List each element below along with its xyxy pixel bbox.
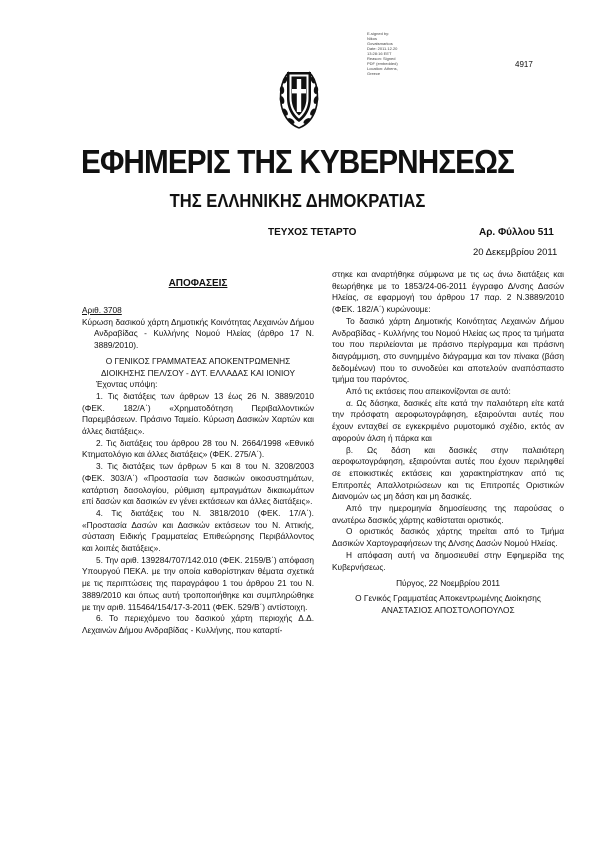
signature-line: Location: Athens, [367, 66, 398, 71]
signature-line: Govatsmarkos [367, 41, 393, 46]
list-item: 5. Την αριθ. 139284/707/142.010 (ΦΕΚ. 2159/Β΄) απόφαση Υπουργού ΠΕΚΑ. με την οποία καθορίστηκαν θέματα σχετικά με τις περιπτώσεις της παραγράφου 1 του άρθρου 21 του Ν. 3889/2010 και όπως αυτή τροποποιήθηκε και συμπληρώθηκε με την αριθ. 115464/154/17-3-2011 (ΦΕΚ. 529/Β΄) αντίστοιχη. [82, 554, 314, 612]
right-column [332, 269, 564, 616]
paragraph: Η απόφαση αυτή να δημοσιευθεί στην Εφημερίδα της Κυβερνήσεως. [332, 549, 564, 572]
issue-date: 20 Δεκεμβρίου 2011 [473, 247, 558, 258]
left-column [82, 269, 314, 637]
signature-line: Greece [367, 71, 381, 76]
paragraph: Το δασικό χάρτη Δημοτικής Κοινότητας Λεχαινών Δήμου Ανδραβίδας - Κυλλήνης του Νομού Ηλείας ως προς τα τμήματα του που περιλείονται με πράσινο περίγραμμα και πράσινη διαγράμμιση, στο συνημμένο διάγραμμα και τον πίνακα (βάση δεδομένων) που το συνοδεύει και αποτελούν αναπόσπαστο τμήμα του παρόντος. [332, 315, 564, 385]
digital-signature-block [367, 31, 477, 76]
considering-line: Έχοντας υπόψη: [96, 379, 158, 390]
list-item: 2. Τις διατάξεις του άρθρου 28 του Ν. 2664/1998 «Εθνικό Κτηματολόγιο και άλλες διατάξεις» (ΦΕΚ. 275/Α΄). [82, 437, 314, 460]
section-heading: ΑΠΟΦΑΣΕΙΣ [168, 278, 228, 289]
paragraph: Από την ημερομηνία δημοσίευσης της παρούσας ο ανωτέρω δασικός χάρτης καθίσταται οριστικός. [332, 503, 564, 525]
page-number: 4917 [515, 60, 533, 69]
signature-line: Date: 2011.12.20 [367, 46, 398, 51]
signature-line: 13:28:16 EET [367, 51, 392, 56]
greek-coat-of-arms-emblem [278, 60, 320, 132]
masthead-subtitle: ΤΗΣ ΕΛΛΗΝΙΚΗΣ ΔΗΜΟΚΡΑΤΙΑΣ [169, 191, 426, 211]
sheet-number: Αρ. Φύλλου 511 [479, 227, 554, 238]
paragraph: Από τις εκτάσεις που απεικονίζονται σε αυτό: [346, 386, 511, 397]
issue-type: ΤΕΥΧΟΣ ΤΕΤΑΡΤΟ [268, 227, 357, 238]
masthead-title: ΕΦΗΜΕΡΙΣ ΤΗΣ ΚΥΒΕΡΝΗΣΕΩΣ [81, 143, 514, 180]
decision-title: Κύρωση δασικού χάρτη Δημοτικής Κοινότητας Λεχαινών Δήμου Ανδραβίδας - Κυλλήνης Νομού Ηλείας (άρθρο 17 Ν. 3889/2010). [82, 316, 314, 351]
decision-number: Αριθ. 3708 [82, 305, 122, 315]
list-item: 4. Τις διατάξεις του Ν. 3818/2010 (ΦΕΚ. 17/Α΄). «Προστασία Δασών και Δασικών εκτάσεων του Ν. Αττικής, σύσταση Ειδικής Γραμματείας Επιθεώρησης Περιβάλλοντος και λοιπές διατάξεις». [82, 507, 314, 554]
list-item: 1. Τις διατάξεις των άρθρων 13 έως 26 Ν. 3889/2010 (ΦΕΚ. 182/Α΄) «Χρηματοδότηση Περιβαλλοντικών Παρεμβάσεων. Πράσινο Ταμείο. Κύρωση Δασικών Χαρτών και άλλες διατάξεις». [82, 390, 314, 437]
signer-name: ΑΝΑΣΤΑΣΙΟΣ ΑΠΟΣΤΟΛΟΠΟΥΛΟΣ [381, 604, 515, 615]
paragraph: β. Ως δάση και δασικές στην παλαιότερη αεροφωτογράφηση, εξαιρούνται αυτές που έχουν περιληφθεί σε εποικιστικές εκτάσεις και χαρακτηρίστηκαν από τις Επιτροπές Απαλλοτριώσεων και τις Επιτροπές Οριστικών Διανομών ως μη δάση και μη δασικές. [332, 444, 564, 502]
authority-line-2: ΔΙΟΙΚΗΣΗΣ ΠΕΛ/ΣΟΥ - ΔΥΤ. ΕΛΛΑΔΑΣ ΚΑΙ ΙΟΝΙΟΥ [100, 367, 295, 378]
paragraph: Ο οριστικός δασικός χάρτης τηρείται από το Τμήμα Δασικών Χαρτογραφήσεων της Δ/νσης Δασών Νομού Ηλείας. [332, 526, 564, 549]
signature-line: PDF (embedded) [367, 61, 398, 66]
paragraph: στηκε και αναρτήθηκε σύμφωνα με τις ως άνω διατάξεις και θεωρήθηκε με το 1853/24-06-2011 έγγραφο Δ/νσης Δασών Ηλείας, σε εφαρμογή του άρθρου 17 παρ. 2 Ν.3889/2010 (ΦΕΚ. 182/Α΄) κυρώνουμε: [332, 269, 564, 315]
signature-line: E-signed by: [367, 31, 390, 36]
place-date: Πύργος, 22 Νοεμβρίου 2011 [396, 578, 500, 589]
authority-line-1: Ο ΓΕΝΙΚΟΣ ΓΡΑΜΜΑΤΕΑΣ ΑΠΟΚΕΝΤΡΩΜΕΝΗΣ [105, 355, 291, 366]
signature-line: Reason: Signed [367, 56, 396, 61]
list-item: 3. Τις διατάξεις των άρθρων 5 και 8 του Ν. 3208/2003 (ΦΕΚ. 303/Α΄) «Προστασία των δασικών οικοσυστημάτων, κατάρτιση δασολογίου, ρύθμιση εμπραγμάτων δικαιωμάτων επί δασών και δασικών εν γένει εκτάσεων και άλλες διατάξεις». [82, 461, 314, 507]
paragraph: α. Ως δάσηκα, δασικές είτε κατά την παλαιότερη είτε κατά την πρόσφατη αεροφωτογράφηση, εξαιρούνται αυτές που έχουν ενταχθεί σε εγκεκριμένο ρυμοτομικό σχέδιο, εκτός αν αφορούν άλση ή πάρκα και [332, 397, 564, 443]
signature-line: Nikos [367, 36, 378, 41]
signer-title: Ο Γενικός Γραμματέας Αποκεντρωμένης Διοίκησης [355, 592, 541, 603]
list-item: 6. Το περιεχόμενο του δασικού χάρτη περιοχής Δ.Δ. Λεχαινών Δήμου Ανδραβίδας - Κυλλήνης, που καταρτί- [82, 613, 314, 635]
